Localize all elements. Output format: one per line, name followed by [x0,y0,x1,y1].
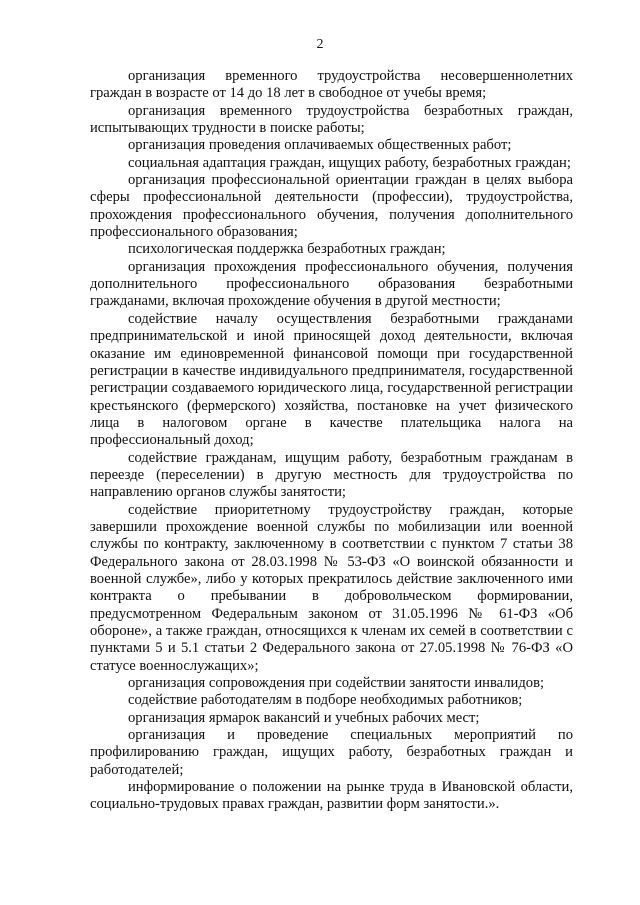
list-item: организация временного трудоустройства безработных граждан, испытывающих трудности в поиске работы; [90,102,573,137]
list-item: социальная адаптация граждан, ищущих работу, безработных граждан; [128,154,571,171]
list-item: организация прохождения профессионального обучения, получения дополнительного профессионального образования безработными гражданами, включая прохождение обучения в другой местности; [90,258,573,310]
list-item: организация и проведение специальных мероприятий по профилированию граждан, ищущих работу, безработных граждан и работодателей; [90,727,573,778]
document-body [90,68,573,814]
list-item: содействие началу осуществления безработными гражданами предпринимательской и иной приносящей доход деятельности, включая оказание им единовременной финансовой помощи при государственной регистрации в качестве индивидуального предпринимателя, государственной регистрации создаваемого юридического лица, государственной регистрации крестьянского (фермерского) хозяйства, постановке на учет физического лица в налоговом органе в качестве плательщика налога на профессиональный доход; [90,310,573,449]
page-number: 2 [316,37,324,52]
list-item: организация проведения оплачиваемых общественных работ; [128,137,512,154]
list-item: информирование о положении на рынке труда в Ивановской области, социально-трудовых правах граждан, развитии форм занятости.». [90,779,573,813]
list-item: организация временного трудоустройства несовершеннолетних граждан в возрасте от 14 до 18 лет в свободное от учебы время; [90,68,573,102]
list-item: содействие гражданам, ищущим работу, безработным гражданам в переезде (переселении) в другую местность для трудоустройства по направлению органов службы занятости; [90,449,573,501]
list-item: организация ярмарок вакансий и учебных рабочих мест; [128,709,480,726]
list-item: организация сопровождения при содействии занятости инвалидов; [128,675,545,692]
list-item: психологическая поддержка безработных граждан; [128,241,446,258]
list-item: содействие приоритетному трудоустройству граждан, которые завершили прохождение военной службы по мобилизации или военной службы по контракту, заключенному в соответствии с пунктом 7 статьи 38 Федерального закона от 28.03.1998 № 53-ФЗ «О воинской обязанности и военной службе», либо у которых прекратилось действие заключенного ими контракта о пребывании в добровольческом формировании, предусмотренном Федеральным законом от 31.05.1996 № 61-ФЗ «Об обороне», а также граждан, относящихся к членам их семей в соответствии с пунктами 5 и 5.1 статьи 2 Федерального закона от 27.05.1998 № 76-ФЗ «О статусе военнослужащих»; [90,501,573,674]
list-item: организация профессиональной ориентации граждан в целях выбора сферы профессиональной деятельности (профессии), трудоустройства, прохождения профессионального обучения, получения дополнительного профессионального образования; [90,172,573,241]
list-item: содействие работодателям в подборе необходимых работников; [128,692,523,709]
